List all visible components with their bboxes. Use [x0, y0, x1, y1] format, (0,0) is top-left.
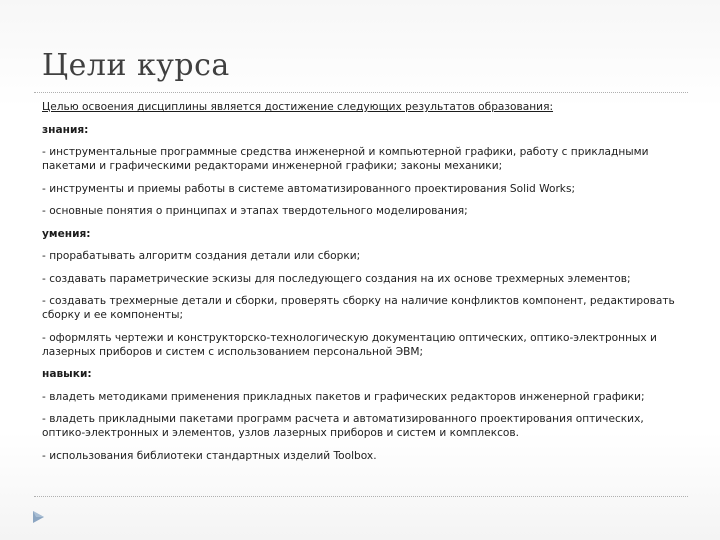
skills-heading: умения: [42, 227, 91, 240]
slide-title: Цели курса [42, 48, 230, 83]
knowledge-item: - инструментальные программные средства инженерной и компьютерной графики, работу с прикладными пакетами и графическими редакторами инженерной графики; законы механики; [42, 146, 649, 172]
knowledge-item: - основные понятия о принципах и этапах твердотельного моделирования; [42, 205, 468, 217]
abilities-item: - владеть прикладными пакетами программ расчета и автоматизированного проектирования оптических, оптико-электронных и элементов, узлов лазерных приборов и систем и комплексов. [42, 413, 644, 439]
skills-item: - создавать трехмерные детали и сборки, проверять сборку на наличие конфликтов компонент, редактировать сборку и ее компоненты; [42, 295, 675, 321]
skills-item: - создавать параметрические эскизы для последующего создания на их основе трехмерных элементов; [42, 272, 631, 285]
title-divider [34, 92, 688, 93]
abilities-item: - использования библиотеки стандартных изделий Toolbox. [42, 449, 377, 462]
knowledge-heading: знания: [42, 123, 89, 136]
intro-text: Целью освоения дисциплины является достижение следующих результатов образования: [42, 101, 554, 113]
knowledge-item: - инструменты и приемы работы в системе автоматизированного проектирования Solid Works; [42, 182, 576, 195]
abilities-heading: навыки: [42, 368, 92, 380]
next-slide-arrow-icon[interactable] [30, 509, 46, 525]
abilities-item: - владеть методиками применения прикладных пакетов и графических редакторов инженерной графики; [42, 390, 645, 403]
skills-item: - прорабатывать алгоритм создания детали или сборки; [42, 250, 361, 262]
slide-content [42, 100, 688, 471]
skills-item: - оформлять чертежи и конструкторско-технологическую документацию оптических, оптико-электронных и лазерных приборов и систем с использованием персональной ЭВМ; [42, 331, 657, 358]
footer-divider [34, 496, 688, 497]
